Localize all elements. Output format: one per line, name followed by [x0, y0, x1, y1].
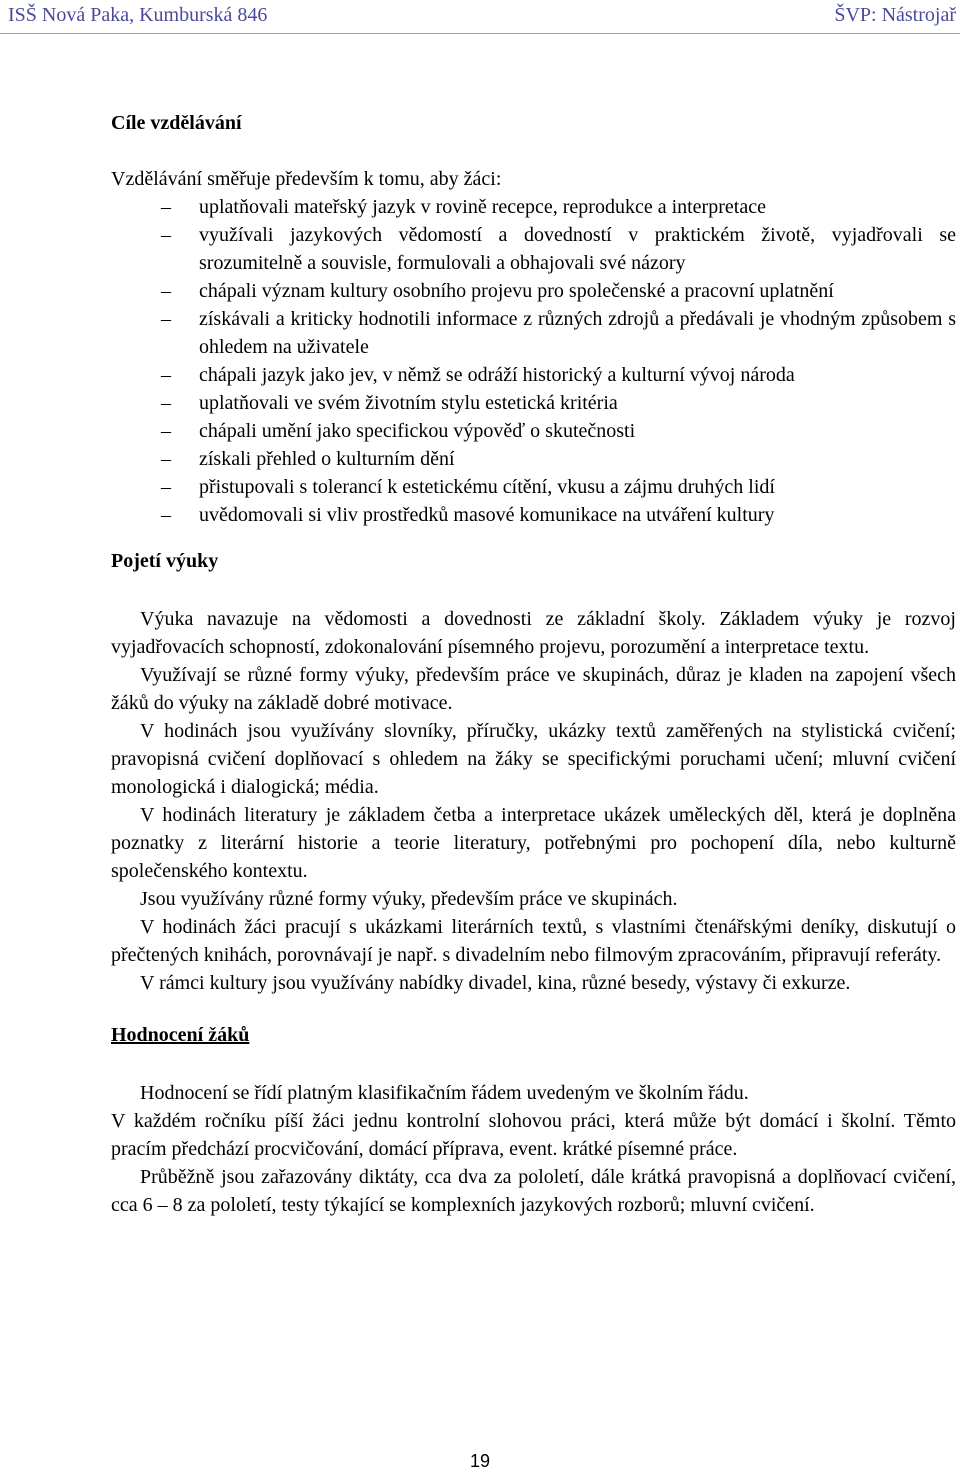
- list-item: – uplatňovali ve svém životním stylu estetická kritéria: [111, 389, 956, 417]
- page-header: [0, 0, 960, 34]
- list-item: – chápali umění jako specifickou výpověď o skutečnosti: [111, 417, 956, 445]
- approach-paragraph: Využívají se různé formy výuky, především práce ve skupinách, důraz je kladen na zapojení všech žáků do výuky na základě dobré motivace.: [111, 664, 956, 714]
- dash-bullet: –: [161, 448, 171, 470]
- approach-paragraph: V hodinách žáci pracují s ukázkami literárních textů, s vlastními čtenářskými deníky, diskutují o přečtených knihách, porovnávají je např. s divadelním nebo filmovým zpracováním, připravují referáty.: [111, 916, 956, 966]
- header-school: ISŠ Nová Paka, Kumburská 846: [8, 4, 268, 26]
- dash-bullet: –: [161, 308, 171, 330]
- assessment-paragraph: V každém ročníku píší žáci jednu kontrolní slohovou práci, která může být domácí i školní. Těmto pracím předchází procvičování, domácí příprava, event. krátké písemné práce.: [111, 1110, 956, 1160]
- list-item: – získali přehled o kulturním dění: [111, 445, 956, 473]
- approach-paragraph: Jsou využívány různé formy výuky, především práce ve skupinách.: [140, 888, 678, 910]
- list-item: – chápali jazyk jako jev, v němž se odráží historický a kulturní vývoj národa: [111, 361, 956, 389]
- list-item: – uplatňovali mateřský jazyk v rovině recepce, reprodukce a interpretace: [111, 193, 956, 221]
- header-program: ŠVP: Nástrojař: [834, 4, 956, 26]
- dash-bullet: –: [161, 420, 171, 442]
- section-heading-approach: Pojetí výuky: [111, 550, 219, 572]
- approach-paragraph: V hodinách jsou využívány slovníky, příručky, ukázky textů zaměřených na stylistická cvičení; pravopisná cvičení doplňovací s ohledem na žáky se specifickými poruchami učení; mluvní cvičení monologická i dialogická; média.: [111, 720, 956, 798]
- document-body: [111, 109, 956, 1219]
- approach-paragraph: Výuka navazuje na vědomosti a dovednosti ze základní školy. Základem výuky je rozvoj vyjadřovacích schopností, zdokonalování písemného projevu, porozumění a interpretace textu.: [111, 608, 956, 658]
- dash-bullet: –: [161, 504, 171, 526]
- approach-paragraph: V hodinách literatury je základem četba a interpretace ukázek uměleckých děl, která je doplněna poznatky z literární historie a teorie literatury, potřebnými pro pochopení díla, nebo kulturně společenského kontextu.: [111, 804, 956, 882]
- goals-list: [111, 193, 956, 529]
- assessment-paragraph: Průběžně jsou zařazovány diktáty, cca dva za pololetí, dále krátká pravopisná a doplňovací cvičení, cca 6 – 8 za pololetí, testy týkající se komplexních jazykových rozborů; mluvní cvičení.: [111, 1166, 956, 1216]
- dash-bullet: –: [161, 280, 171, 302]
- list-item: – chápali význam kultury osobního projevu pro společenské a pracovní uplatnění: [111, 277, 956, 305]
- list-item: – přistupovali s tolerancí k estetickému cítění, vkusu a zájmu druhých lidí: [111, 473, 956, 501]
- approach-paragraph: V rámci kultury jsou využívány nabídky divadel, kina, různé besedy, výstavy či exkurze.: [140, 972, 851, 994]
- dash-bullet: –: [161, 224, 171, 246]
- dash-bullet: –: [161, 392, 171, 414]
- list-item: – využívali jazykových vědomostí a dovedností v praktickém životě, vyjadřovali se srozumitelně a souvisle, formulovali a obhajovali své názory: [111, 221, 956, 277]
- section-heading-assessment: Hodnocení žáků: [111, 1024, 250, 1046]
- dash-bullet: –: [161, 476, 171, 498]
- assessment-paragraph: Hodnocení se řídí platným klasifikačním řádem uvedeným ve školním řádu.: [140, 1082, 749, 1104]
- list-item: – uvědomovali si vliv prostředků masové komunikace na utváření kultury: [111, 501, 956, 529]
- list-item: – získávali a kriticky hodnotili informace z různých zdrojů a předávali je vhodným způsobem s ohledem na uživatele: [111, 305, 956, 361]
- page-number: 19: [469, 1451, 491, 1471]
- header-divider: [0, 33, 960, 34]
- dash-bullet: –: [161, 196, 171, 218]
- section-heading-goals: Cíle vzdělávání: [111, 112, 242, 134]
- dash-bullet: –: [161, 364, 171, 386]
- goals-intro: Vzdělávání směřuje především k tomu, aby žáci:: [111, 168, 502, 190]
